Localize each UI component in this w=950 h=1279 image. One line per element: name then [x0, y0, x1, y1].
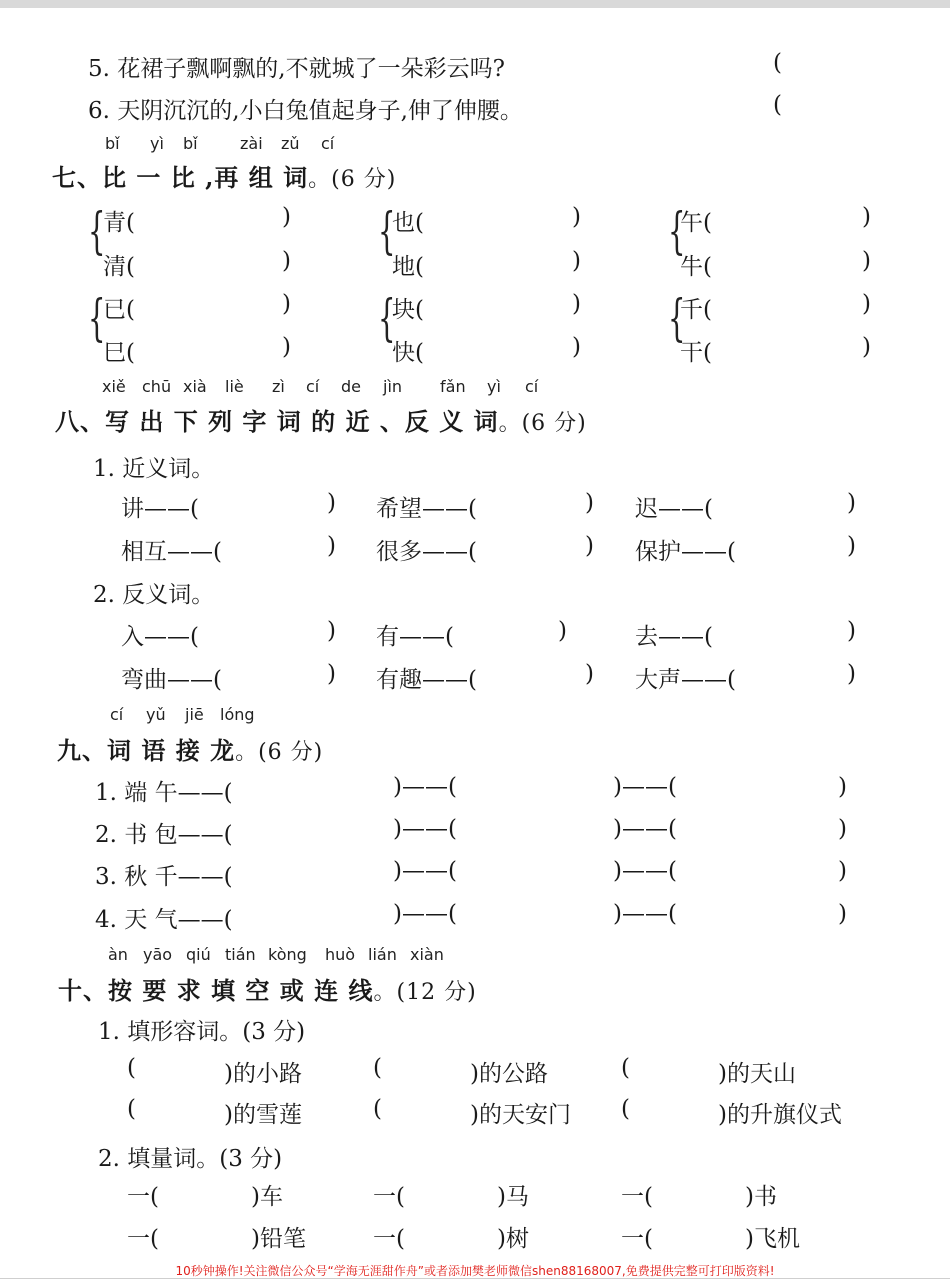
blank-open: 一(	[373, 1184, 405, 1210]
pinyin: yǔ	[146, 705, 166, 724]
chain-link: )——(	[613, 901, 677, 927]
word-item: 去——(	[635, 624, 713, 650]
blank-close: )	[558, 618, 567, 644]
pinyin: zài	[240, 134, 263, 153]
blank-close: )	[327, 490, 336, 516]
top-border	[0, 0, 950, 8]
blank-open: 一(	[127, 1226, 159, 1252]
blank-close: )	[327, 533, 336, 559]
phrase-item: )的升旗仪式	[718, 1102, 842, 1128]
pinyin: cí	[110, 705, 124, 724]
blank-close: )	[862, 291, 871, 317]
word-item: 迟——(	[635, 496, 713, 522]
pinyin: de	[341, 377, 361, 396]
subsection-adjectives: 1. 填形容词。(3 分)	[98, 1019, 306, 1045]
blank-close: )	[572, 204, 581, 230]
word-item: 有——(	[376, 624, 454, 650]
brace-icon: {	[668, 289, 686, 347]
blank-close: )	[585, 661, 594, 687]
blank-close: )	[327, 618, 336, 644]
blank-close: )	[282, 334, 291, 360]
phrase-item: )树	[497, 1226, 529, 1252]
question-5-paren: (	[773, 50, 782, 76]
pinyin: zì	[272, 377, 285, 396]
subsection-measure-words: 2. 填量词。(3 分)	[98, 1146, 283, 1172]
pinyin: cí	[321, 134, 335, 153]
blank-close: )	[282, 248, 291, 274]
phrase-item: )的公路	[470, 1061, 548, 1087]
blank-close: )	[847, 618, 856, 644]
phrase-item: )铅笔	[251, 1226, 306, 1252]
pinyin: lóng	[220, 705, 255, 724]
chain-link: )——(	[613, 816, 677, 842]
blank-open: 一(	[373, 1226, 405, 1252]
blank-close: )	[838, 816, 847, 842]
char-item: 牛(	[680, 254, 712, 280]
blank-close: )	[327, 661, 336, 687]
word-item: 保护——(	[635, 539, 736, 565]
chain-link: )——(	[393, 858, 457, 884]
pinyin: fǎn	[440, 377, 466, 396]
chain-start: 2. 书 包——(	[95, 822, 233, 848]
phrase-item: )的天安门	[470, 1102, 571, 1128]
pinyin: liè	[225, 377, 244, 396]
blank-open: (	[373, 1055, 382, 1081]
blank-close: )	[847, 490, 856, 516]
pinyin: kòng	[268, 945, 307, 964]
blank-open: (	[621, 1096, 630, 1122]
footer-notice: 10秒钟操作!关注微信公众号“学海无涯甜作舟”或者添加樊老师微信shen88168007,免费提供完整可打印版资料!	[175, 1264, 775, 1278]
question-6-paren: (	[773, 92, 782, 118]
blank-close: )	[585, 533, 594, 559]
blank-close: )	[838, 774, 847, 800]
blank-close: )	[847, 661, 856, 687]
brace-icon: {	[378, 202, 396, 260]
blank-open: (	[127, 1055, 136, 1081]
char-item: 青(	[103, 210, 135, 236]
phrase-item: )的小路	[224, 1061, 302, 1087]
pinyin: huò	[325, 945, 356, 964]
blank-close: )	[862, 248, 871, 274]
char-item: 干(	[680, 340, 712, 366]
word-item: 有趣——(	[376, 667, 477, 693]
blank-open: 一(	[621, 1226, 653, 1252]
blank-close: )	[838, 901, 847, 927]
phrase-item: )的雪莲	[224, 1102, 302, 1128]
question-5: 5. 花裙子飘啊飘的,不就城了一朵彩云吗?	[88, 56, 505, 82]
char-item: 块(	[392, 297, 424, 323]
pinyin: jìn	[383, 377, 403, 396]
char-item: 午(	[680, 210, 712, 236]
pinyin: xià	[183, 377, 207, 396]
blank-close: )	[282, 204, 291, 230]
pinyin: xiàn	[410, 945, 444, 964]
blank-close: )	[585, 490, 594, 516]
pinyin: tián	[225, 945, 256, 964]
blank-open: 一(	[621, 1184, 653, 1210]
pinyin: yāo	[143, 945, 173, 964]
section-9-title: 九、词 语 接 龙。(6 分)	[57, 736, 324, 765]
word-item: 大声——(	[635, 667, 736, 693]
blank-close: )	[282, 291, 291, 317]
pinyin: qiú	[186, 945, 211, 964]
section-7-title: 七、比 一 比 ,再 组 词。(6 分)	[52, 163, 397, 192]
char-item: 清(	[103, 254, 135, 280]
word-item: 讲——(	[121, 496, 199, 522]
brace-icon: {	[378, 289, 396, 347]
subsection-synonyms: 1. 近义词。	[93, 456, 215, 482]
pinyin: yì	[150, 134, 164, 153]
pinyin: àn	[108, 945, 128, 964]
phrase-item: )书	[745, 1184, 777, 1210]
word-item: 弯曲——(	[121, 667, 222, 693]
pinyin: bǐ	[105, 134, 120, 153]
section-10-title: 十、按 要 求 填 空 或 连 线。(12 分)	[58, 976, 477, 1005]
pinyin: yì	[487, 377, 501, 396]
blank-close: )	[862, 204, 871, 230]
word-item: 相互——(	[121, 539, 222, 565]
word-item: 希望——(	[376, 496, 477, 522]
char-item: 巳(	[103, 340, 135, 366]
question-6: 6. 天阴沉沉的,小白兔值起身子,伸了伸腰。	[88, 98, 523, 124]
blank-open: 一(	[127, 1184, 159, 1210]
blank-close: )	[572, 248, 581, 274]
chain-link: )——(	[613, 858, 677, 884]
word-item: 入——(	[121, 624, 199, 650]
brace-icon: {	[88, 289, 106, 347]
char-item: 也(	[392, 210, 424, 236]
pinyin: cí	[306, 377, 320, 396]
chain-start: 4. 天 气——(	[95, 907, 233, 933]
chain-start: 3. 秋 千——(	[95, 864, 233, 890]
chain-link: )——(	[613, 774, 677, 800]
blank-close: )	[838, 858, 847, 884]
pinyin: bǐ	[183, 134, 198, 153]
blank-close: )	[847, 533, 856, 559]
blank-open: (	[127, 1096, 136, 1122]
blank-close: )	[862, 334, 871, 360]
blank-open: (	[621, 1055, 630, 1081]
section-8-title: 八、写 出 下 列 字 词 的 近 、反 义 词。(6 分)	[55, 407, 587, 436]
chain-link: )——(	[393, 816, 457, 842]
chain-link: )——(	[393, 774, 457, 800]
blank-open: (	[373, 1096, 382, 1122]
chain-link: )——(	[393, 901, 457, 927]
phrase-item: )车	[251, 1184, 283, 1210]
phrase-item: )的天山	[718, 1061, 796, 1087]
pinyin: chū	[142, 377, 172, 396]
blank-close: )	[572, 291, 581, 317]
pinyin: lián	[368, 945, 397, 964]
char-item: 已(	[103, 297, 135, 323]
phrase-item: )马	[497, 1184, 529, 1210]
phrase-item: )飞机	[745, 1226, 800, 1252]
pinyin: cí	[525, 377, 539, 396]
word-item: 很多——(	[376, 539, 477, 565]
char-item: 快(	[392, 340, 424, 366]
pinyin: xiě	[102, 377, 126, 396]
pinyin: jiē	[185, 705, 204, 724]
char-item: 千(	[680, 297, 712, 323]
pinyin: zǔ	[281, 134, 300, 153]
brace-icon: {	[88, 202, 106, 260]
chain-start: 1. 端 午——(	[95, 780, 233, 806]
char-item: 地(	[392, 254, 424, 280]
subsection-antonyms: 2. 反义词。	[93, 582, 215, 608]
blank-close: )	[572, 334, 581, 360]
brace-icon: {	[668, 202, 686, 260]
